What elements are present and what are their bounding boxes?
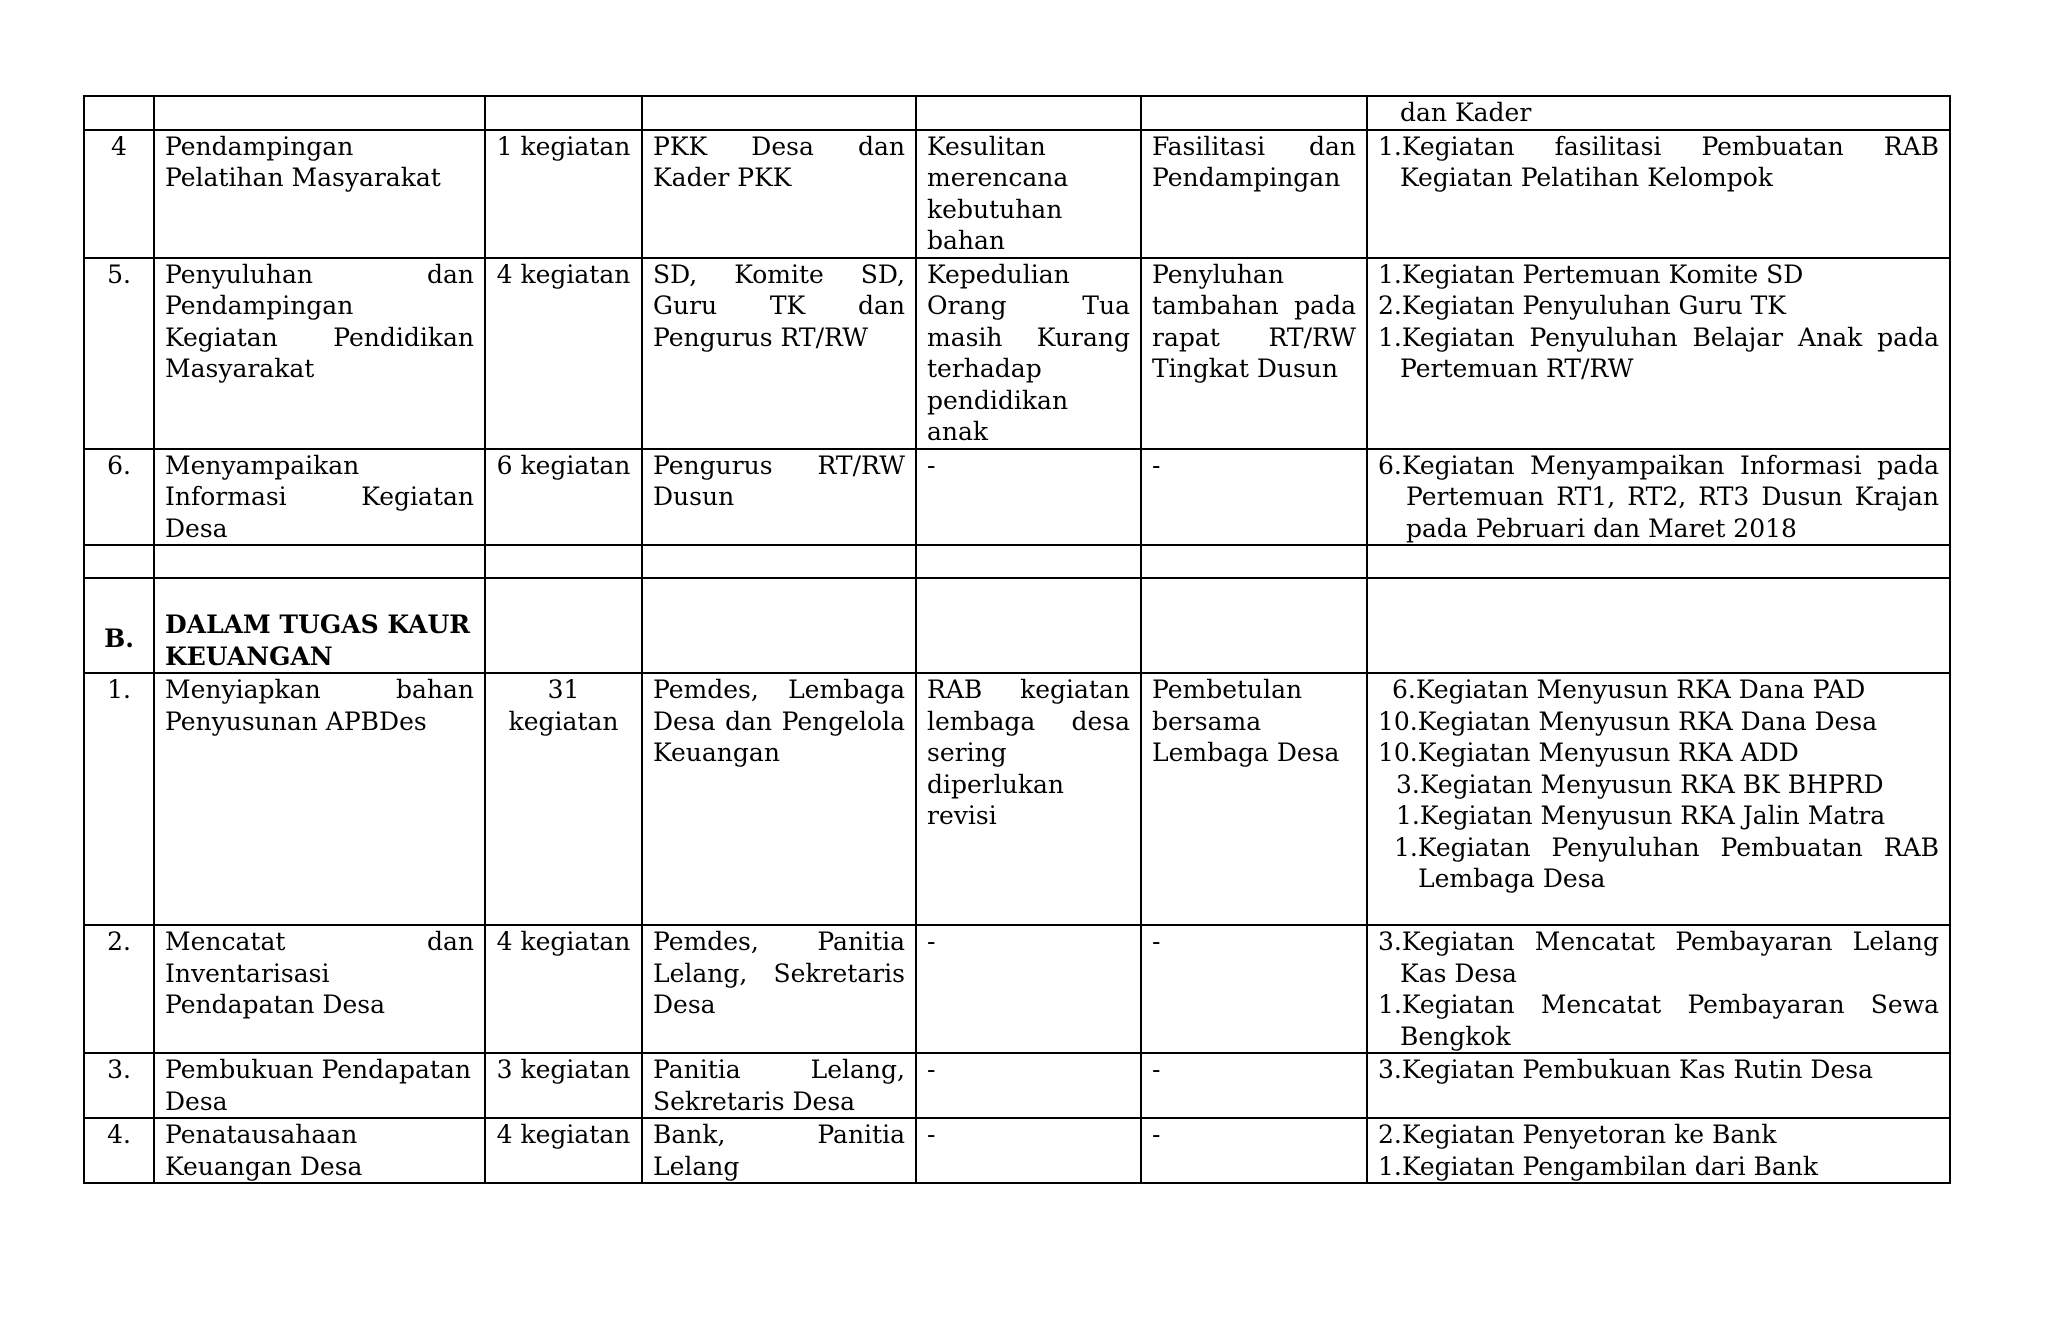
- activity-name: Menyampaikan Informasi Kegiatan Desa: [154, 449, 485, 546]
- activity-solution: Penyluhan tambahan pada rapat RT/RW Tingkat Dusun: [1141, 258, 1367, 449]
- table-row: [84, 1053, 1950, 1118]
- section-header-row: [84, 578, 1950, 673]
- activity-volume: 1 kegiatan: [485, 130, 642, 258]
- activity-details: [1367, 96, 1950, 130]
- detail-item: 1.Kegiatan Penyuluhan Pembuatan RAB Lembaga Desa: [1394, 832, 1939, 893]
- activity-target: Panitia Lelang, Sekretaris Desa: [642, 1053, 916, 1118]
- activity-solution: -: [1141, 1118, 1367, 1183]
- activity-target: SD, Komite SD, Guru TK dan Pengurus RT/RW: [642, 258, 916, 449]
- activity-volume: 4 kegiatan: [485, 1118, 642, 1183]
- activity-name: [154, 96, 485, 130]
- activity-solution: -: [1141, 925, 1367, 1053]
- section-letter: B.: [84, 578, 154, 673]
- detail-item: 6.Kegiatan Menyusun RKA Dana PAD: [1392, 675, 1866, 704]
- activity-obstacle: -: [916, 1118, 1141, 1183]
- activity-details: [1367, 1118, 1950, 1183]
- table-row: [84, 96, 1950, 130]
- activity-report-table: [83, 95, 1951, 1184]
- activity-obstacle: Kepedulian Orang Tua masih Kurang terhadap pendidikan anak: [916, 258, 1141, 449]
- activity-details: [1367, 258, 1950, 449]
- table-row: [84, 258, 1950, 449]
- activity-target: PKK Desa dan Kader PKK: [642, 130, 916, 258]
- detail-item: dan Kader: [1400, 98, 1532, 127]
- activity-solution: -: [1141, 1053, 1367, 1118]
- table-row: [84, 130, 1950, 258]
- detail-item: 2.Kegiatan Penyuluhan Guru TK: [1378, 291, 1786, 320]
- activity-name: Penatausahaan Keuangan Desa: [154, 1118, 485, 1183]
- detail-item: 1.Kegiatan Pengambilan dari Bank: [1378, 1151, 1819, 1181]
- table-row: [84, 673, 1950, 925]
- activity-name: Mencatat dan Inventarisasi Pendapatan Desa: [154, 925, 485, 1053]
- detail-item: 10.Kegiatan Menyusun RKA Dana Desa: [1378, 706, 1878, 736]
- detail-item: 10.Kegiatan Menyusun RKA ADD: [1378, 738, 1799, 767]
- row-number: [84, 96, 154, 130]
- detail-item: 1.Kegiatan Pertemuan Komite SD: [1378, 259, 1804, 289]
- activity-details: [1367, 673, 1950, 925]
- activity-obstacle: RAB kegiatan lembaga desa sering diperlukan revisi: [916, 673, 1141, 925]
- activity-obstacle: -: [916, 1053, 1141, 1118]
- activity-details: [1367, 130, 1950, 258]
- detail-item: 6.Kegiatan Menyampaikan Informasi pada Pertemuan RT1, RT2, RT3 Dusun Krajan pada Pebruari dan Maret 2018: [1378, 450, 1939, 543]
- activity-obstacle: Kesulitan merencana kebutuhan bahan: [916, 130, 1141, 258]
- activity-target: [642, 96, 916, 130]
- activity-solution: Pembetulan bersama Lembaga Desa: [1141, 673, 1367, 925]
- activity-volume: [485, 96, 642, 130]
- activity-solution: -: [1141, 449, 1367, 546]
- activity-solution: Fasilitasi dan Pendampingan: [1141, 130, 1367, 258]
- activity-name: Penyuluhan dan Pendampingan Kegiatan Pendidikan Masyarakat: [154, 258, 485, 449]
- table-row: [84, 449, 1950, 546]
- activity-details: [1367, 1053, 1950, 1118]
- activity-volume: 4 kegiatan: [485, 258, 642, 449]
- table-row: [84, 1118, 1950, 1183]
- detail-item: 1.Kegiatan Penyuluhan Belajar Anak pada Pertemuan RT/RW: [1378, 322, 1939, 383]
- row-number: 1.: [84, 673, 154, 925]
- activity-target: Pemdes, Lembaga Desa dan Pengelola Keuangan: [642, 673, 916, 925]
- table-row: [84, 925, 1950, 1053]
- activity-target: Bank, Panitia Lelang: [642, 1118, 916, 1183]
- activity-volume: 31 kegiatan: [485, 673, 642, 925]
- section-title: DALAM TUGAS KAUR KEUANGAN: [154, 578, 485, 673]
- row-number: 4: [84, 130, 154, 258]
- row-number: 3.: [84, 1053, 154, 1118]
- activity-obstacle: -: [916, 925, 1141, 1053]
- activity-target: Pemdes, Panitia Lelang, Sekretaris Desa: [642, 925, 916, 1053]
- detail-item: 1.Kegiatan fasilitasi Pembuatan RAB Kegiatan Pelatihan Kelompok: [1378, 131, 1939, 192]
- activity-target: Pengurus RT/RW Dusun: [642, 449, 916, 546]
- activity-obstacle: -: [916, 449, 1141, 546]
- activity-solution: [1141, 96, 1367, 130]
- row-number: 4.: [84, 1118, 154, 1183]
- detail-item: 1.Kegiatan Menyusun RKA Jalin Matra: [1396, 801, 1886, 830]
- detail-item: 3.Kegiatan Menyusun RKA BK BHPRD: [1396, 769, 1884, 799]
- row-number: 6.: [84, 449, 154, 546]
- activity-obstacle: [916, 96, 1141, 130]
- detail-item: 1.Kegiatan Mencatat Pembayaran Sewa Bengkok: [1378, 990, 1939, 1051]
- activity-name: Pendampingan Pelatihan Masyarakat: [154, 130, 485, 258]
- row-number: 5.: [84, 258, 154, 449]
- detail-item: 3.Kegiatan Mencatat Pembayaran Lelang Kas Desa: [1378, 927, 1939, 988]
- row-number: 2.: [84, 925, 154, 1053]
- table-row-empty: [84, 545, 1950, 578]
- activity-volume: 3 kegiatan: [485, 1053, 642, 1118]
- detail-item: 3.Kegiatan Pembukuan Kas Rutin Desa: [1378, 1055, 1874, 1084]
- detail-item: 2.Kegiatan Penyetoran ke Bank: [1378, 1120, 1777, 1149]
- activity-name: Menyiapkan bahan Penyusunan APBDes: [154, 673, 485, 925]
- activity-volume: 4 kegiatan: [485, 925, 642, 1053]
- activity-name: Pembukuan Pendapatan Desa: [154, 1053, 485, 1118]
- activity-details: [1367, 449, 1950, 546]
- activity-details: [1367, 925, 1950, 1053]
- activity-volume: 6 kegiatan: [485, 449, 642, 546]
